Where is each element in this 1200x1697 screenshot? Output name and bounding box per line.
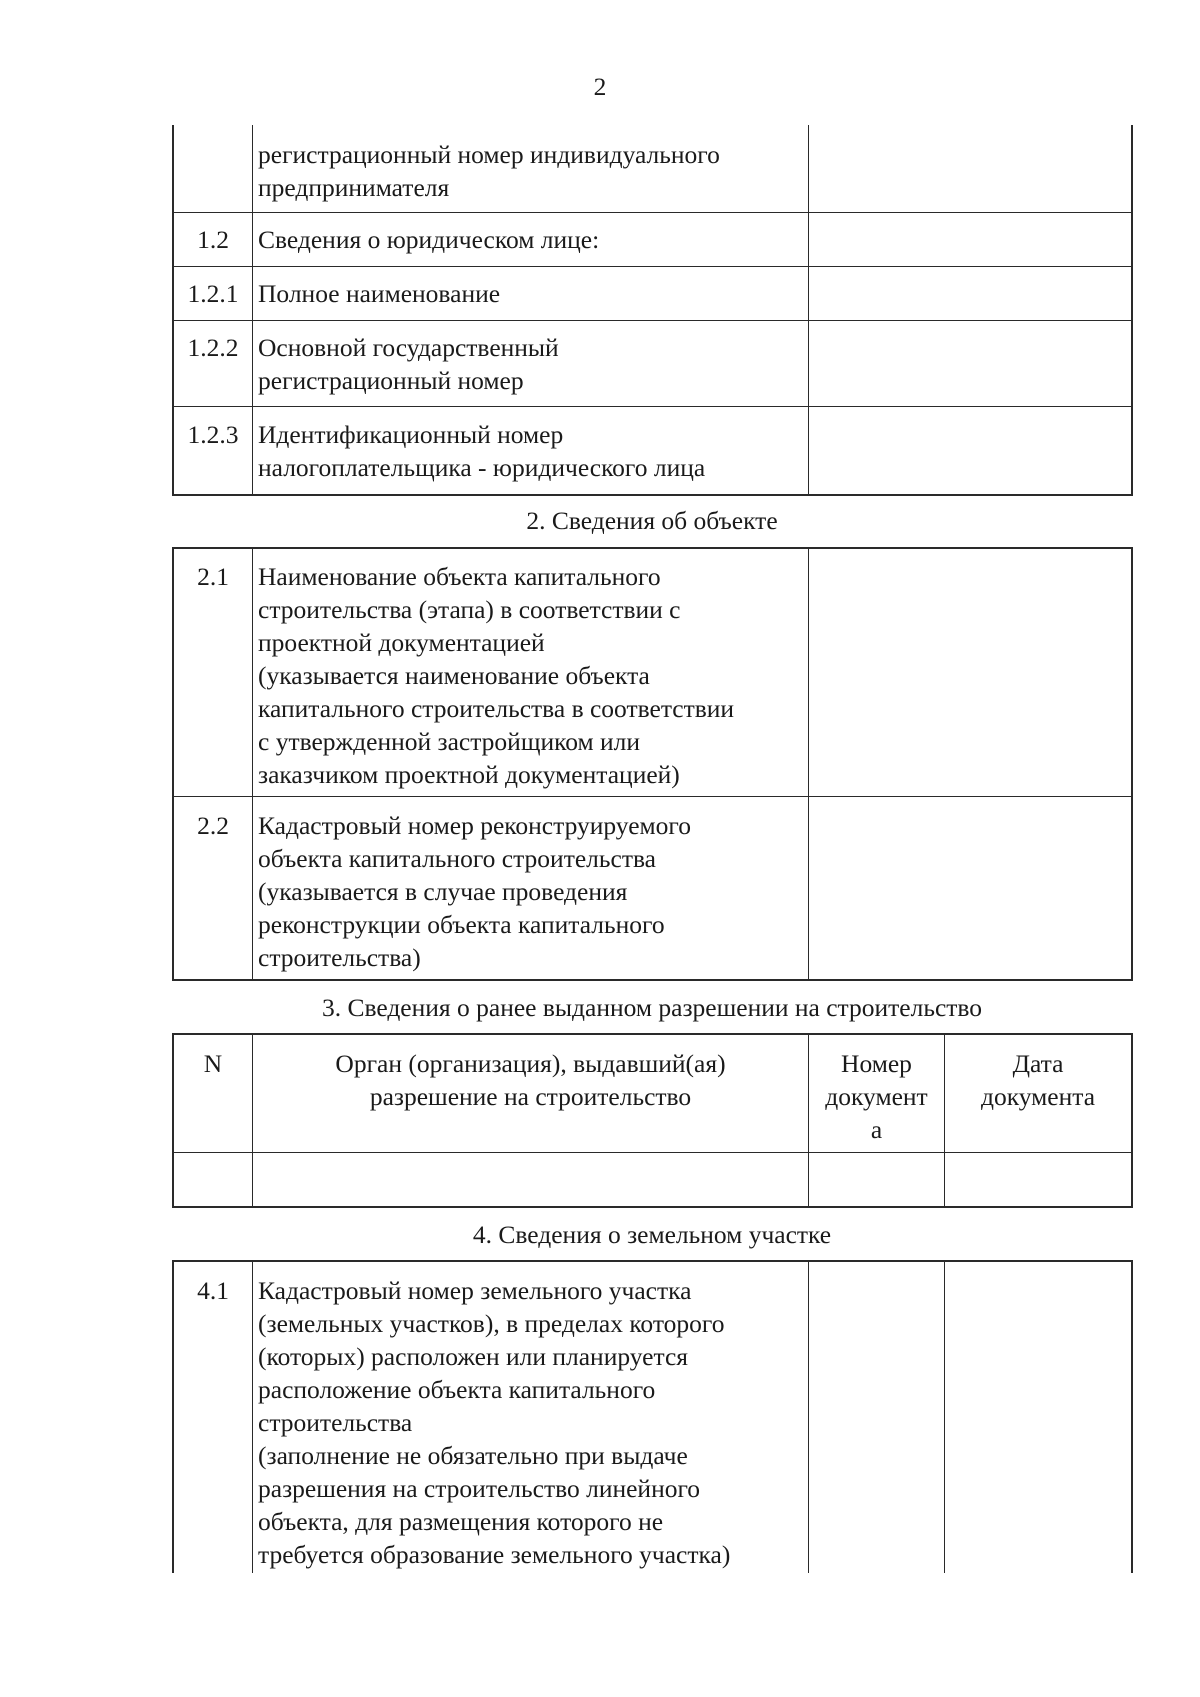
table-row-number: 1.2.2 <box>187 333 239 362</box>
section-heading-previous-permit: 3. Сведения о ранее выданном разрешении на строительство <box>321 993 983 1022</box>
table-row-number: 4.1 <box>197 1276 229 1305</box>
table-row-label: Сведения о юридическом лице: <box>258 225 600 254</box>
page-number: 2 <box>593 72 607 101</box>
table-row-number: 2.2 <box>197 811 229 840</box>
table-row-label: Основной государственный регистрационный номер <box>258 333 559 395</box>
column-header-document-number: Номер документ а <box>825 1049 928 1144</box>
table-row-number: 1.2 <box>197 225 229 254</box>
section-heading-land-plot: 4. Сведения о земельном участке <box>472 1220 832 1249</box>
table-row-label: Полное наименование <box>258 279 501 308</box>
table-row-number: 2.1 <box>197 562 229 591</box>
column-header-document-date: Дата документа <box>980 1049 1096 1111</box>
table-row-label: регистрационный номер индивидуального предпринимателя <box>258 140 720 202</box>
table-row-label: Кадастровый номер реконструируемого объекта капитального строительства (указывается в случае проведения реконструкции объекта капитального строительства) <box>258 811 691 972</box>
section-heading-object: 2. Сведения об объекте <box>526 506 778 535</box>
table-row-label: Кадастровый номер земельного участка (земельных участков), в пределах которого (которых) расположен или планируется расположение объекта капитального строительства (заполнение не обязательно при выдаче разрешения на строительство линейного объекта, для размещения которого не требуется образование земельного участка) <box>258 1276 731 1569</box>
table-row-label: Наименование объекта капитального строительства (этапа) в соответствии с проектной документацией (указывается наименование объекта капитального строительства в соответствии с утвержденной застройщиком или заказчиком проектной документацией) <box>258 562 735 789</box>
table-row-label: Идентификационный номер налогоплательщика - юридического лица <box>258 420 706 482</box>
column-header-issuing-authority: Орган (организация), выдавший(ая) разрешение на строительство <box>335 1049 726 1111</box>
table-row-number: 1.2.1 <box>187 279 239 308</box>
column-header-number: N <box>203 1049 223 1078</box>
table-row-number: 1.2.3 <box>187 420 239 449</box>
